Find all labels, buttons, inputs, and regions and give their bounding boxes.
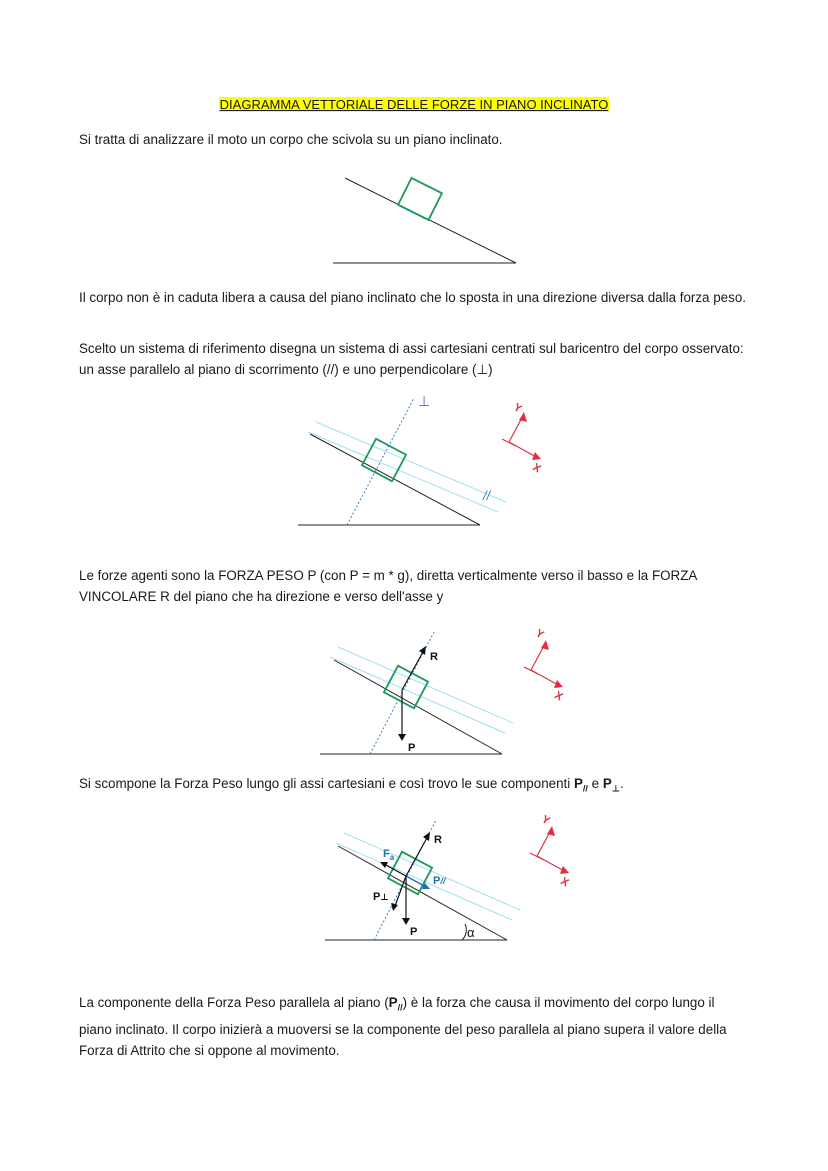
label-P-parallel-sub: //: [440, 876, 446, 886]
label-P-parallel: [433, 875, 447, 887]
x-axis-label: X: [530, 461, 543, 476]
page-title-text: DIAGRAMMA VETTORIALE DELLE FORZE IN PIANO INCLINATO: [219, 97, 609, 112]
paragraph-conclusion: [79, 992, 749, 1061]
reference-axes: [530, 813, 571, 889]
perpendicular-label: ⊥: [418, 393, 431, 409]
vector-P-perpendicular-head: [391, 903, 398, 911]
p5-text-before: Si scompone la Forza Peso lungo gli assi cartesiani e così trovo le sue componenti: [79, 776, 574, 791]
label-R: R: [430, 651, 438, 663]
label-P-perpendicular-sub: ⊥: [380, 892, 389, 902]
paragraph-reference-system: Scelto un sistema di riferimento disegna un sistema di assi cartesiani centrati sul baricentro del corpo osservato: un asse parallelo al piano di scorrimento (//) e uno perpendicolare (⊥): [79, 341, 744, 377]
paragraph-free-fall: Il corpo non è in caduta libera a causa del piano inclinato che lo sposta in una direzione diversa dalla forza peso.: [79, 290, 746, 305]
p5-comp2: P: [602, 776, 612, 791]
p5-text-after: .: [619, 776, 624, 791]
angle-label: α: [467, 925, 475, 940]
origin-tick: [530, 853, 544, 860]
label-P-parallel-main: P: [433, 875, 441, 887]
paragraph-intro: Si tratta di analizzare il moto un corpo che scivola su un piano inclinato.: [79, 132, 503, 147]
label-R: R: [434, 834, 442, 846]
p6-text-before: La componente della Forza Peso parallela al piano (: [79, 995, 389, 1010]
vector-P-head: [402, 918, 410, 925]
p5-comp2-sub: ⊥: [611, 783, 620, 794]
p5-comp1: P: [573, 776, 583, 791]
x-axis-label: X: [558, 875, 571, 890]
label-Fa-sub: a: [389, 853, 395, 862]
p6-comp-sub: //: [397, 1002, 403, 1013]
parallel-label: //: [483, 488, 491, 503]
label-P: P: [408, 742, 416, 754]
y-axis-label: Y: [511, 401, 524, 416]
label-Fa-main: F: [383, 848, 390, 860]
label-Fa: [383, 848, 395, 862]
paragraph-forces: Le forze agenti sono la FORZA PESO P (con P = m * g), diretta verticalmente verso il basso e la FORZA VINCOLARE R del piano che ha direzione e verso dell'asse y: [79, 568, 697, 604]
label-P-perpendicular-main: P: [373, 891, 381, 903]
x-axis-label: X: [552, 689, 565, 704]
label-P-perpendicular: [373, 891, 389, 903]
angle-arc: [462, 924, 466, 940]
p5-text-mid: e: [587, 776, 603, 791]
label-P: P: [410, 926, 418, 938]
p6-comp: P: [388, 995, 398, 1010]
y-axis-label: Y: [539, 813, 552, 828]
p6-text-after: ) è la forza che causa il movimento del corpo lungo il piano inclinato. Il corpo inizierà a muoversi se la componente del peso parallela al piano supera il valore della Forza di Attrito che si oppone al movimento.: [79, 995, 727, 1058]
y-axis-label: Y: [533, 627, 546, 642]
p5-comp1-sub: //: [582, 783, 588, 794]
